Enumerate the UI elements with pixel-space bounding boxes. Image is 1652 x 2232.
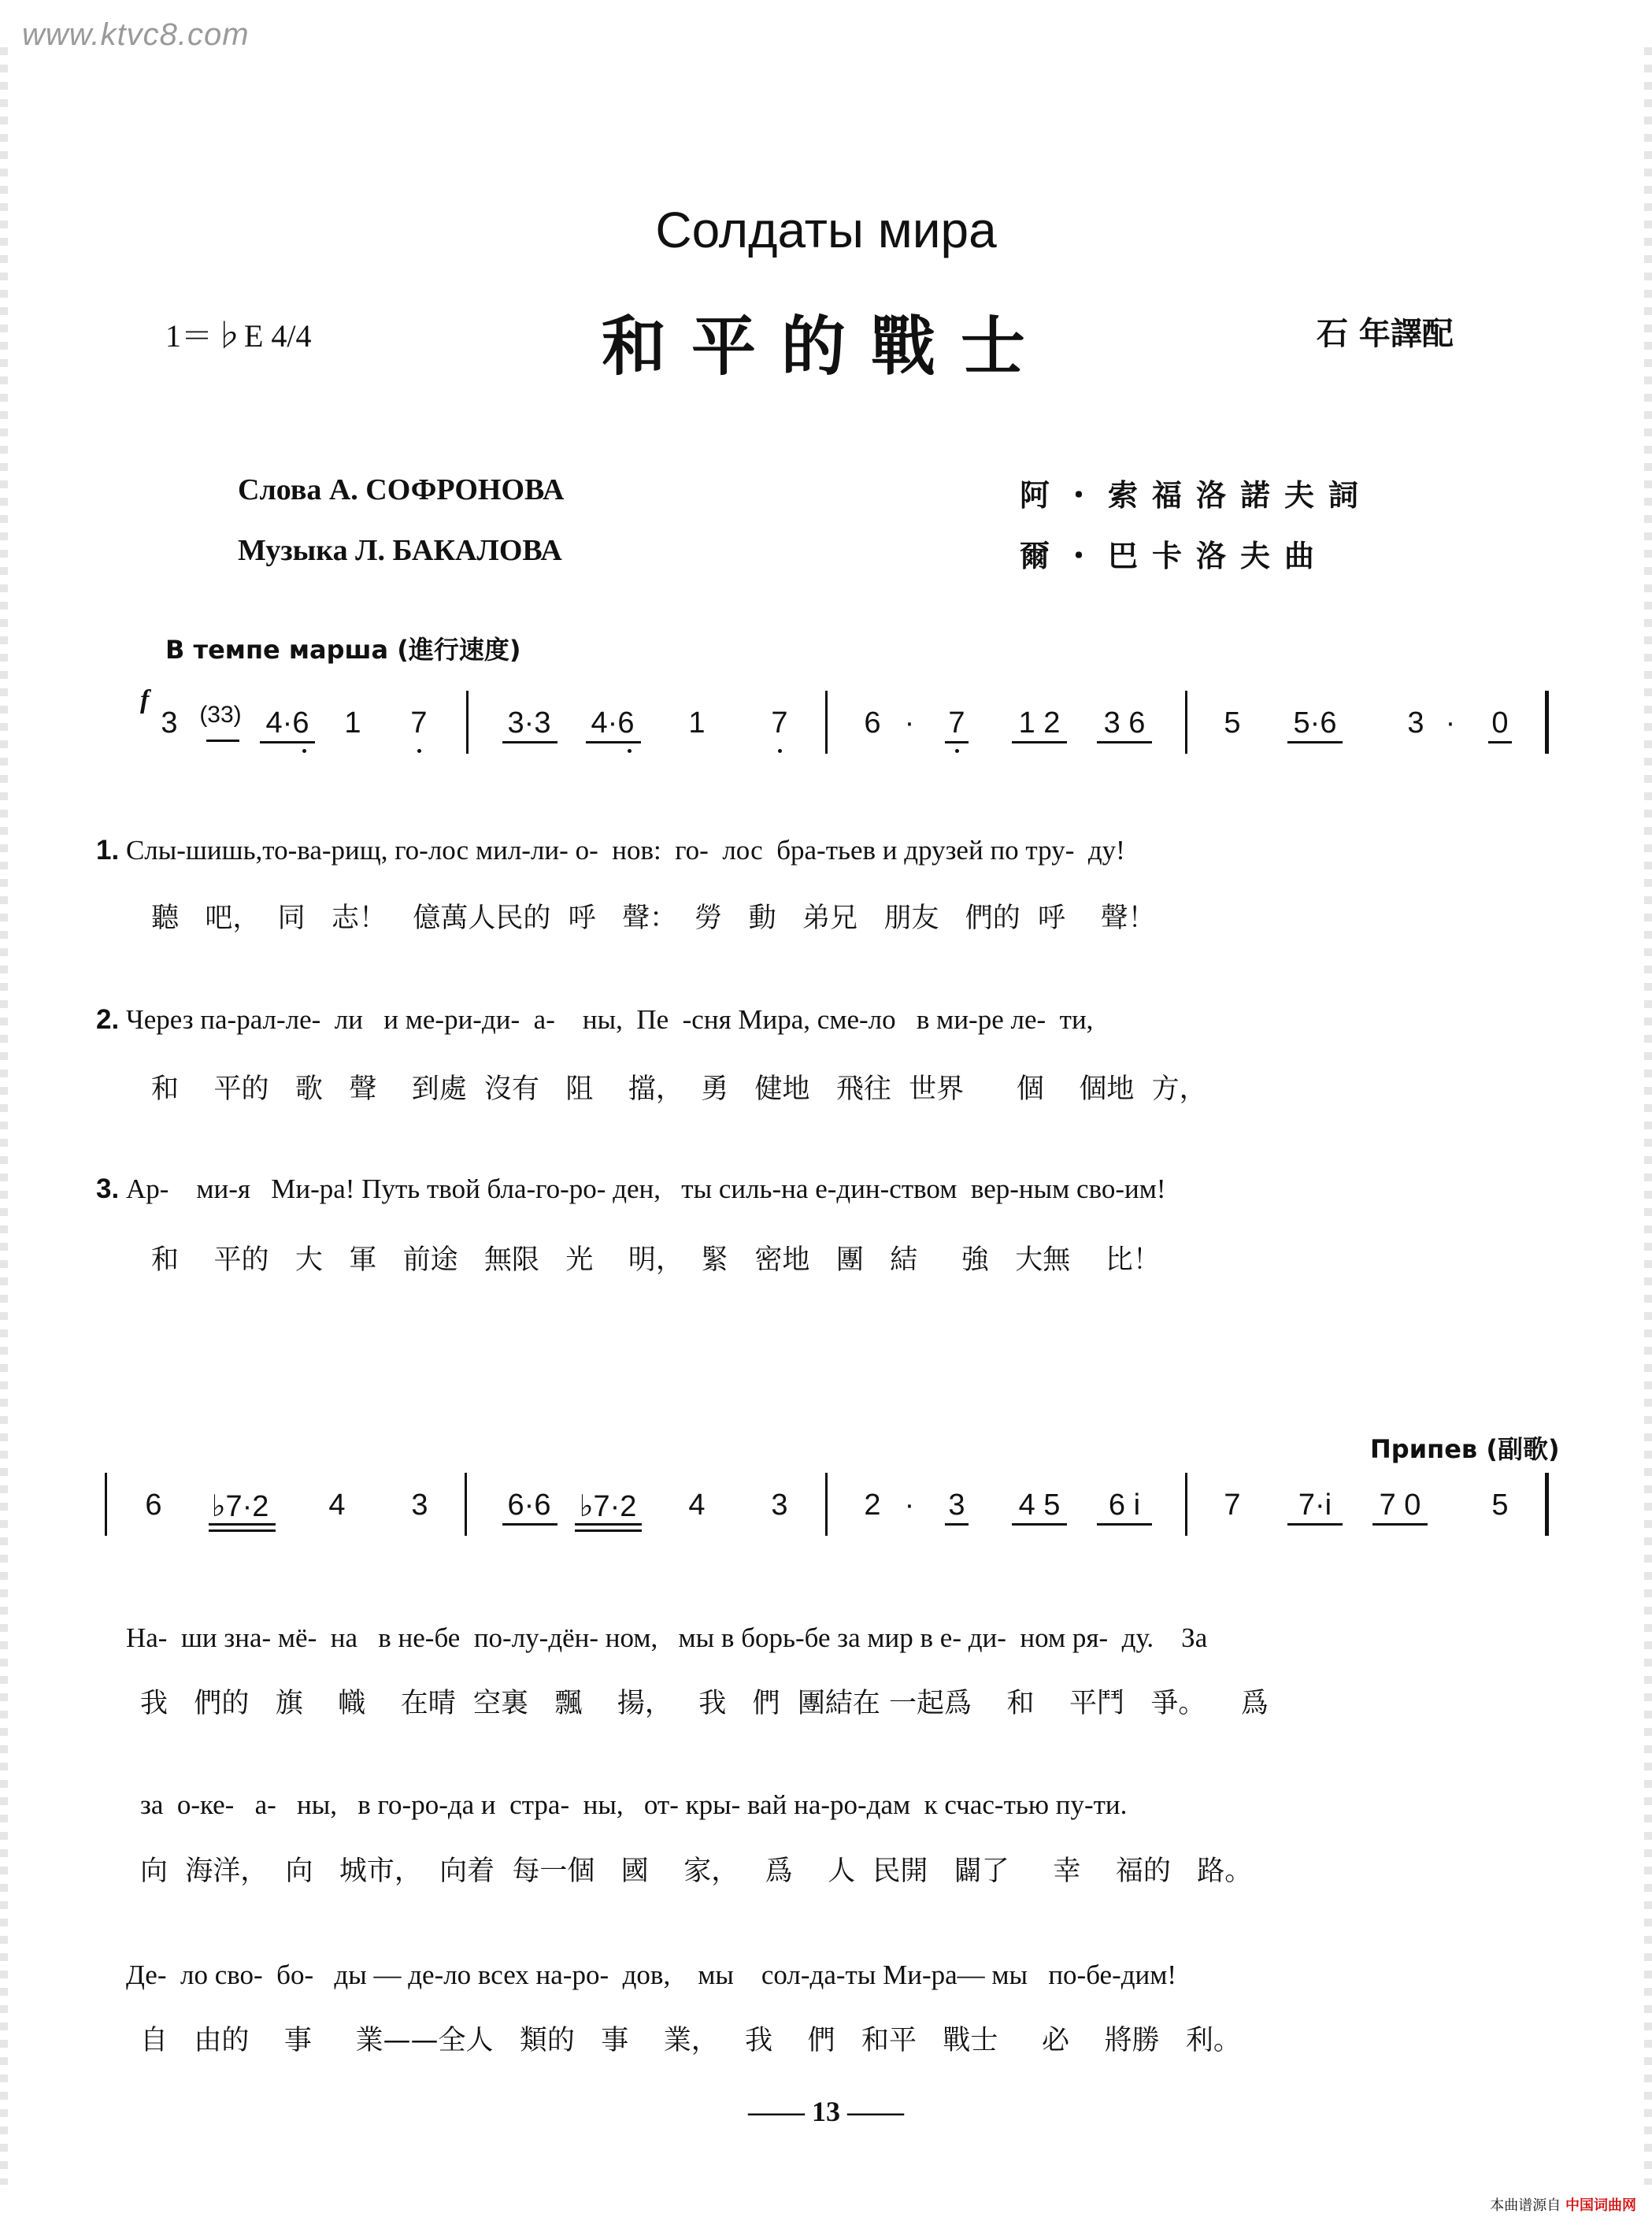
note: 3 (1407, 706, 1424, 740)
beam (1012, 741, 1067, 743)
beam (260, 741, 315, 743)
note: 3 (771, 1489, 788, 1522)
composer-ru: Музыка Л. БАКАЛОВА (238, 534, 562, 567)
title-chinese: 和平的戰士 (601, 310, 1050, 384)
note: 1 2 (1018, 706, 1061, 740)
barline (466, 691, 469, 754)
beam (1012, 1523, 1067, 1526)
barline-end (1545, 691, 1549, 754)
footer-source-label: 本曲谱源自 (1490, 2197, 1561, 2214)
verse-2-chinese: 和 平的 歌 聲 到處 沒有 阻 擋， 勇 健地 飛往 世界 個 個地 方， (151, 1073, 1207, 1105)
note: 7 (1224, 1489, 1241, 1522)
key-signature: 1＝♭E 4/4 (165, 318, 312, 354)
beam (502, 741, 557, 743)
notation-line-1 (0, 691, 1652, 762)
barline (465, 1473, 467, 1536)
barline (105, 1473, 107, 1536)
low-octave-dot (955, 749, 959, 753)
barline-end (1545, 1473, 1549, 1536)
note: 5·6 (1293, 706, 1337, 740)
note: ♭7·2 (579, 1490, 637, 1523)
lyric-text: Слы-шишь,то-ва-рищ, го-лос мил-ли- о- нов: го- лос бра-тьев и друзей по тру- ду! (125, 835, 1125, 866)
chorus-line-3-russian: Де- ло сво- бо- ды — де-ло всех на-ро- дов, мы сол-да-ты Ми-ра— мы по-бе-дим! (126, 1959, 1177, 1990)
note: 3 (161, 706, 178, 740)
dynamic-forte: f (140, 685, 150, 714)
note: 4·6 (265, 706, 309, 740)
verse-number: 1. (96, 835, 120, 866)
note: 6 (864, 706, 881, 740)
beam (575, 1529, 642, 1532)
chorus-line-2-chinese: 向 海洋， 向 城市， 向着 每一個 國 家， 爲 人 民開 闢了 幸 福的 路。 (140, 1856, 1253, 1887)
beam (206, 740, 239, 742)
note: 4 (688, 1489, 706, 1522)
beam (586, 741, 641, 743)
barline (1185, 1473, 1187, 1536)
low-octave-dot (417, 749, 421, 753)
composer-cn: 爾・巴卡洛夫曲 (1020, 539, 1329, 573)
low-octave-dot (778, 749, 782, 753)
chorus-line-1-russian: На- ши зна- мё- на в не-бе по-лу-дён- ном, мы в борь-бе за мир в е- ди- ном ря- ду. За (126, 1622, 1208, 1653)
verse-1-russian (96, 835, 1125, 866)
footer-source (1490, 2194, 1636, 2215)
note-dot: · (904, 706, 915, 740)
verse-number: 3. (96, 1173, 120, 1204)
verse-1-chinese: 聽 吧， 同 志！ 億萬人民的 呼 聲： 勞 動 弟兄 朋友 們的 呼 聲！ (151, 903, 1156, 934)
note: 7 (771, 706, 788, 740)
beam (1287, 741, 1343, 743)
barline (1185, 691, 1187, 754)
footer-site-link[interactable]: 中国词曲网 (1565, 2197, 1636, 2214)
beam (575, 1523, 642, 1526)
note: 3 6 (1103, 706, 1146, 740)
note: 0 (1491, 706, 1509, 740)
beam (209, 1523, 276, 1526)
notation-line-2 (0, 1473, 1652, 1544)
note-dot: · (1445, 706, 1456, 740)
beam (502, 1523, 557, 1526)
note: 1 (344, 706, 361, 740)
beam (209, 1529, 276, 1532)
low-octave-dot (628, 749, 632, 753)
note: 3 (948, 1489, 965, 1522)
note: 5 (1491, 1489, 1509, 1522)
note: 6 (145, 1489, 162, 1522)
translator-credit: 石 年譯配 (1317, 316, 1454, 352)
barline (825, 691, 828, 754)
note: 3 (411, 1489, 428, 1522)
note: 7 (410, 706, 428, 740)
verse-3-russian (96, 1173, 1166, 1205)
chorus-line-1-chinese: 我 們的 旗 幟 在晴 空裏 飄 揚， 我 們 團結在 一起爲 和 平鬥 爭。 爲 (140, 1688, 1269, 1719)
lyric-text: Ар- ми-я Ми-ра! Путь твой бла-го-ро- ден, ты силь-на е-дин-ством вер-ным сво-им! (125, 1173, 1166, 1204)
note-dot: · (904, 1489, 915, 1522)
tempo-marking: В темпе марша (進行速度) (165, 635, 521, 665)
note: 4 (328, 1489, 346, 1522)
note: 6·6 (507, 1489, 551, 1522)
beam (1097, 1523, 1152, 1526)
lyricist-ru: Слова А. СОФРОНОВА (238, 473, 565, 506)
note: 2 (864, 1489, 881, 1522)
verse-3-chinese: 和 平的 大 軍 前途 無限 光 明， 緊 密地 團 結 強 大無 比！ (151, 1244, 1161, 1276)
note: 3·3 (507, 706, 551, 740)
refrain-label: Припев (副歌) (1370, 1434, 1560, 1464)
note: 7 0 (1379, 1489, 1421, 1522)
beam (945, 741, 969, 743)
note: 1 (688, 706, 706, 740)
note: ♭7·2 (211, 1490, 269, 1523)
note: 7 (948, 706, 965, 740)
note: 7·i (1298, 1489, 1332, 1522)
note: 6 i (1108, 1489, 1141, 1522)
note-grace: (33) (199, 702, 242, 728)
chorus-line-3-chinese: 自 由的 事 業——全人 類的 事 業， 我 們 和平 戰士 必 將勝 利。 (140, 2025, 1241, 2056)
verse-2-russian (96, 1004, 1093, 1036)
title-russian: Солдаты мира (655, 202, 997, 258)
verse-number: 2. (96, 1004, 120, 1035)
lyric-text: Через па-рал-ле- ли и ме-ри-ди- а- ны, Пе -сня Мира, сме-ло в ми-ре ле- ти, (125, 1004, 1094, 1035)
note: 4 5 (1018, 1489, 1061, 1522)
lyricist-cn: 阿・索福洛諾夫詞 (1020, 478, 1373, 513)
low-octave-dot (302, 749, 306, 753)
watermark: www.ktvc8.com (22, 17, 250, 52)
note: 5 (1224, 706, 1241, 740)
beam (1372, 1523, 1428, 1526)
beam (945, 1523, 969, 1526)
beam (1488, 741, 1512, 743)
beam (1287, 1523, 1343, 1526)
chorus-line-2-russian: за о-ке- а- ны, в го-ро-да и стра- ны, от- кры- вай на-ро-дам к счас-тью пу-ти. (140, 1789, 1128, 1820)
note: 4·6 (591, 706, 635, 740)
barline (825, 1473, 828, 1536)
beam (1097, 741, 1152, 743)
page-number: —— 13 —— (748, 2096, 904, 2127)
